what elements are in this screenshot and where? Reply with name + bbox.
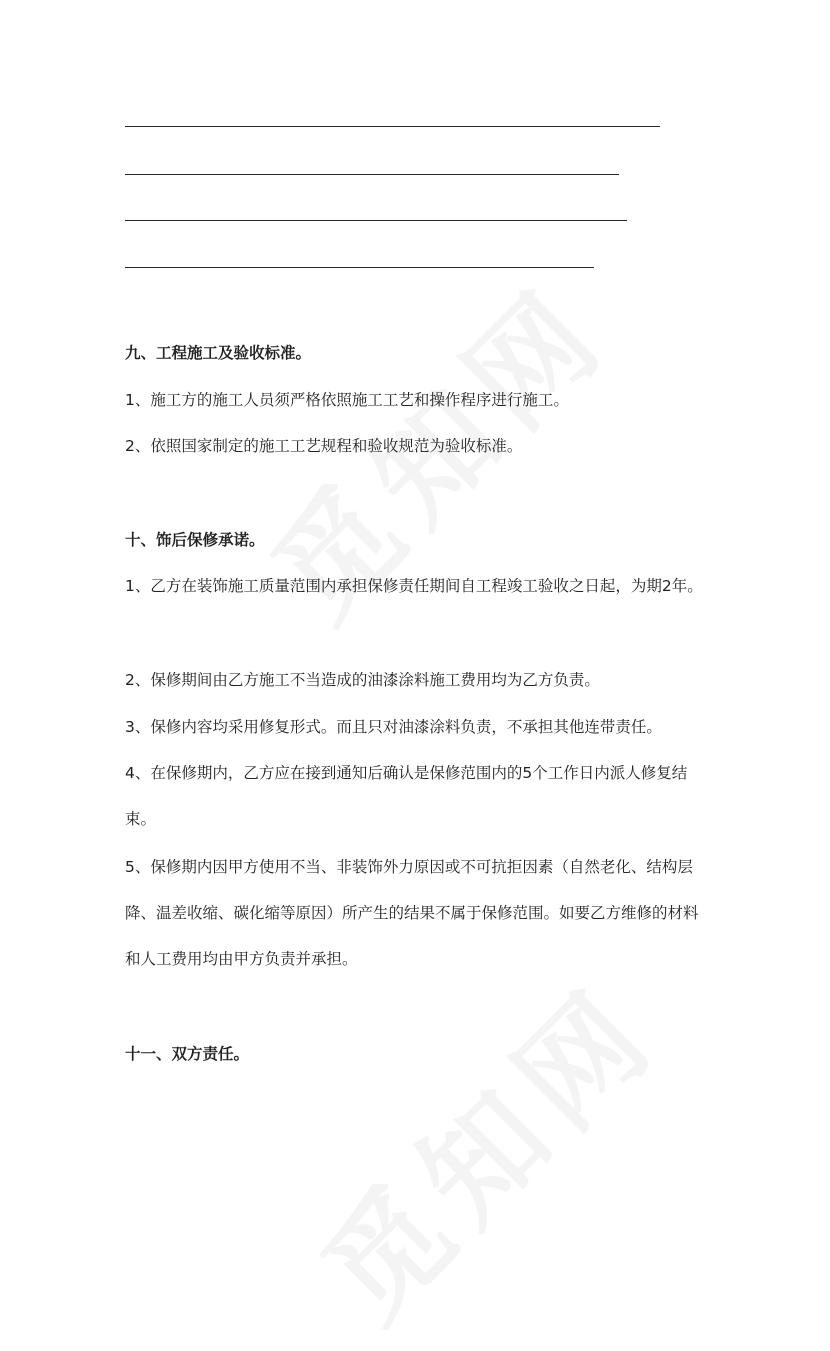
- blank-line-3: [125, 220, 627, 221]
- blank-line-4: [125, 267, 594, 268]
- section-10-item-5: 5、保修期内因甲方使用不当、非装饰外力原因或不可抗拒因素（自然老化、结构层降、温差收缩、碳化缩等原因）所产生的结果不属于保修范围。如要乙方维修的材料和人工费用均由甲方负责并承担。: [125, 858, 699, 968]
- section-9-heading: 九、工程施工及验收标准。: [125, 344, 312, 362]
- section-10-heading: 十、饰后保修承诺。: [125, 531, 265, 549]
- watermark-text-lower: [279, 941, 689, 1351]
- section-10-item-4: 4、在保修期内，乙方应在接到通知后确认是保修范围内的5个工作日内派人修复结束。: [125, 764, 688, 828]
- section-10-item-3: 3、保修内容均采用修复形式。而且只对油漆涂料负责，不承担其他连带责任。: [125, 718, 662, 736]
- blank-line-1: [125, 126, 660, 127]
- blank-line-2: [125, 174, 619, 175]
- section-10-item-2: 2、保修期间由乙方施工不当造成的油漆涂料施工费用均为乙方负责。: [125, 671, 600, 689]
- section-11-heading: 十一、双方责任。: [125, 1045, 250, 1063]
- section-10-item-1: 1、乙方在装饰施工质量范围内承担保修责任期间自工程竣工验收之日起，为期2年。: [125, 577, 703, 595]
- section-9-item-1: 1、施工方的施工人员须严格依照施工工艺和操作程序进行施工。: [125, 391, 569, 409]
- section-9-item-2: 2、依照国家制定的施工工艺规程和验收规范为验收标准。: [125, 437, 523, 455]
